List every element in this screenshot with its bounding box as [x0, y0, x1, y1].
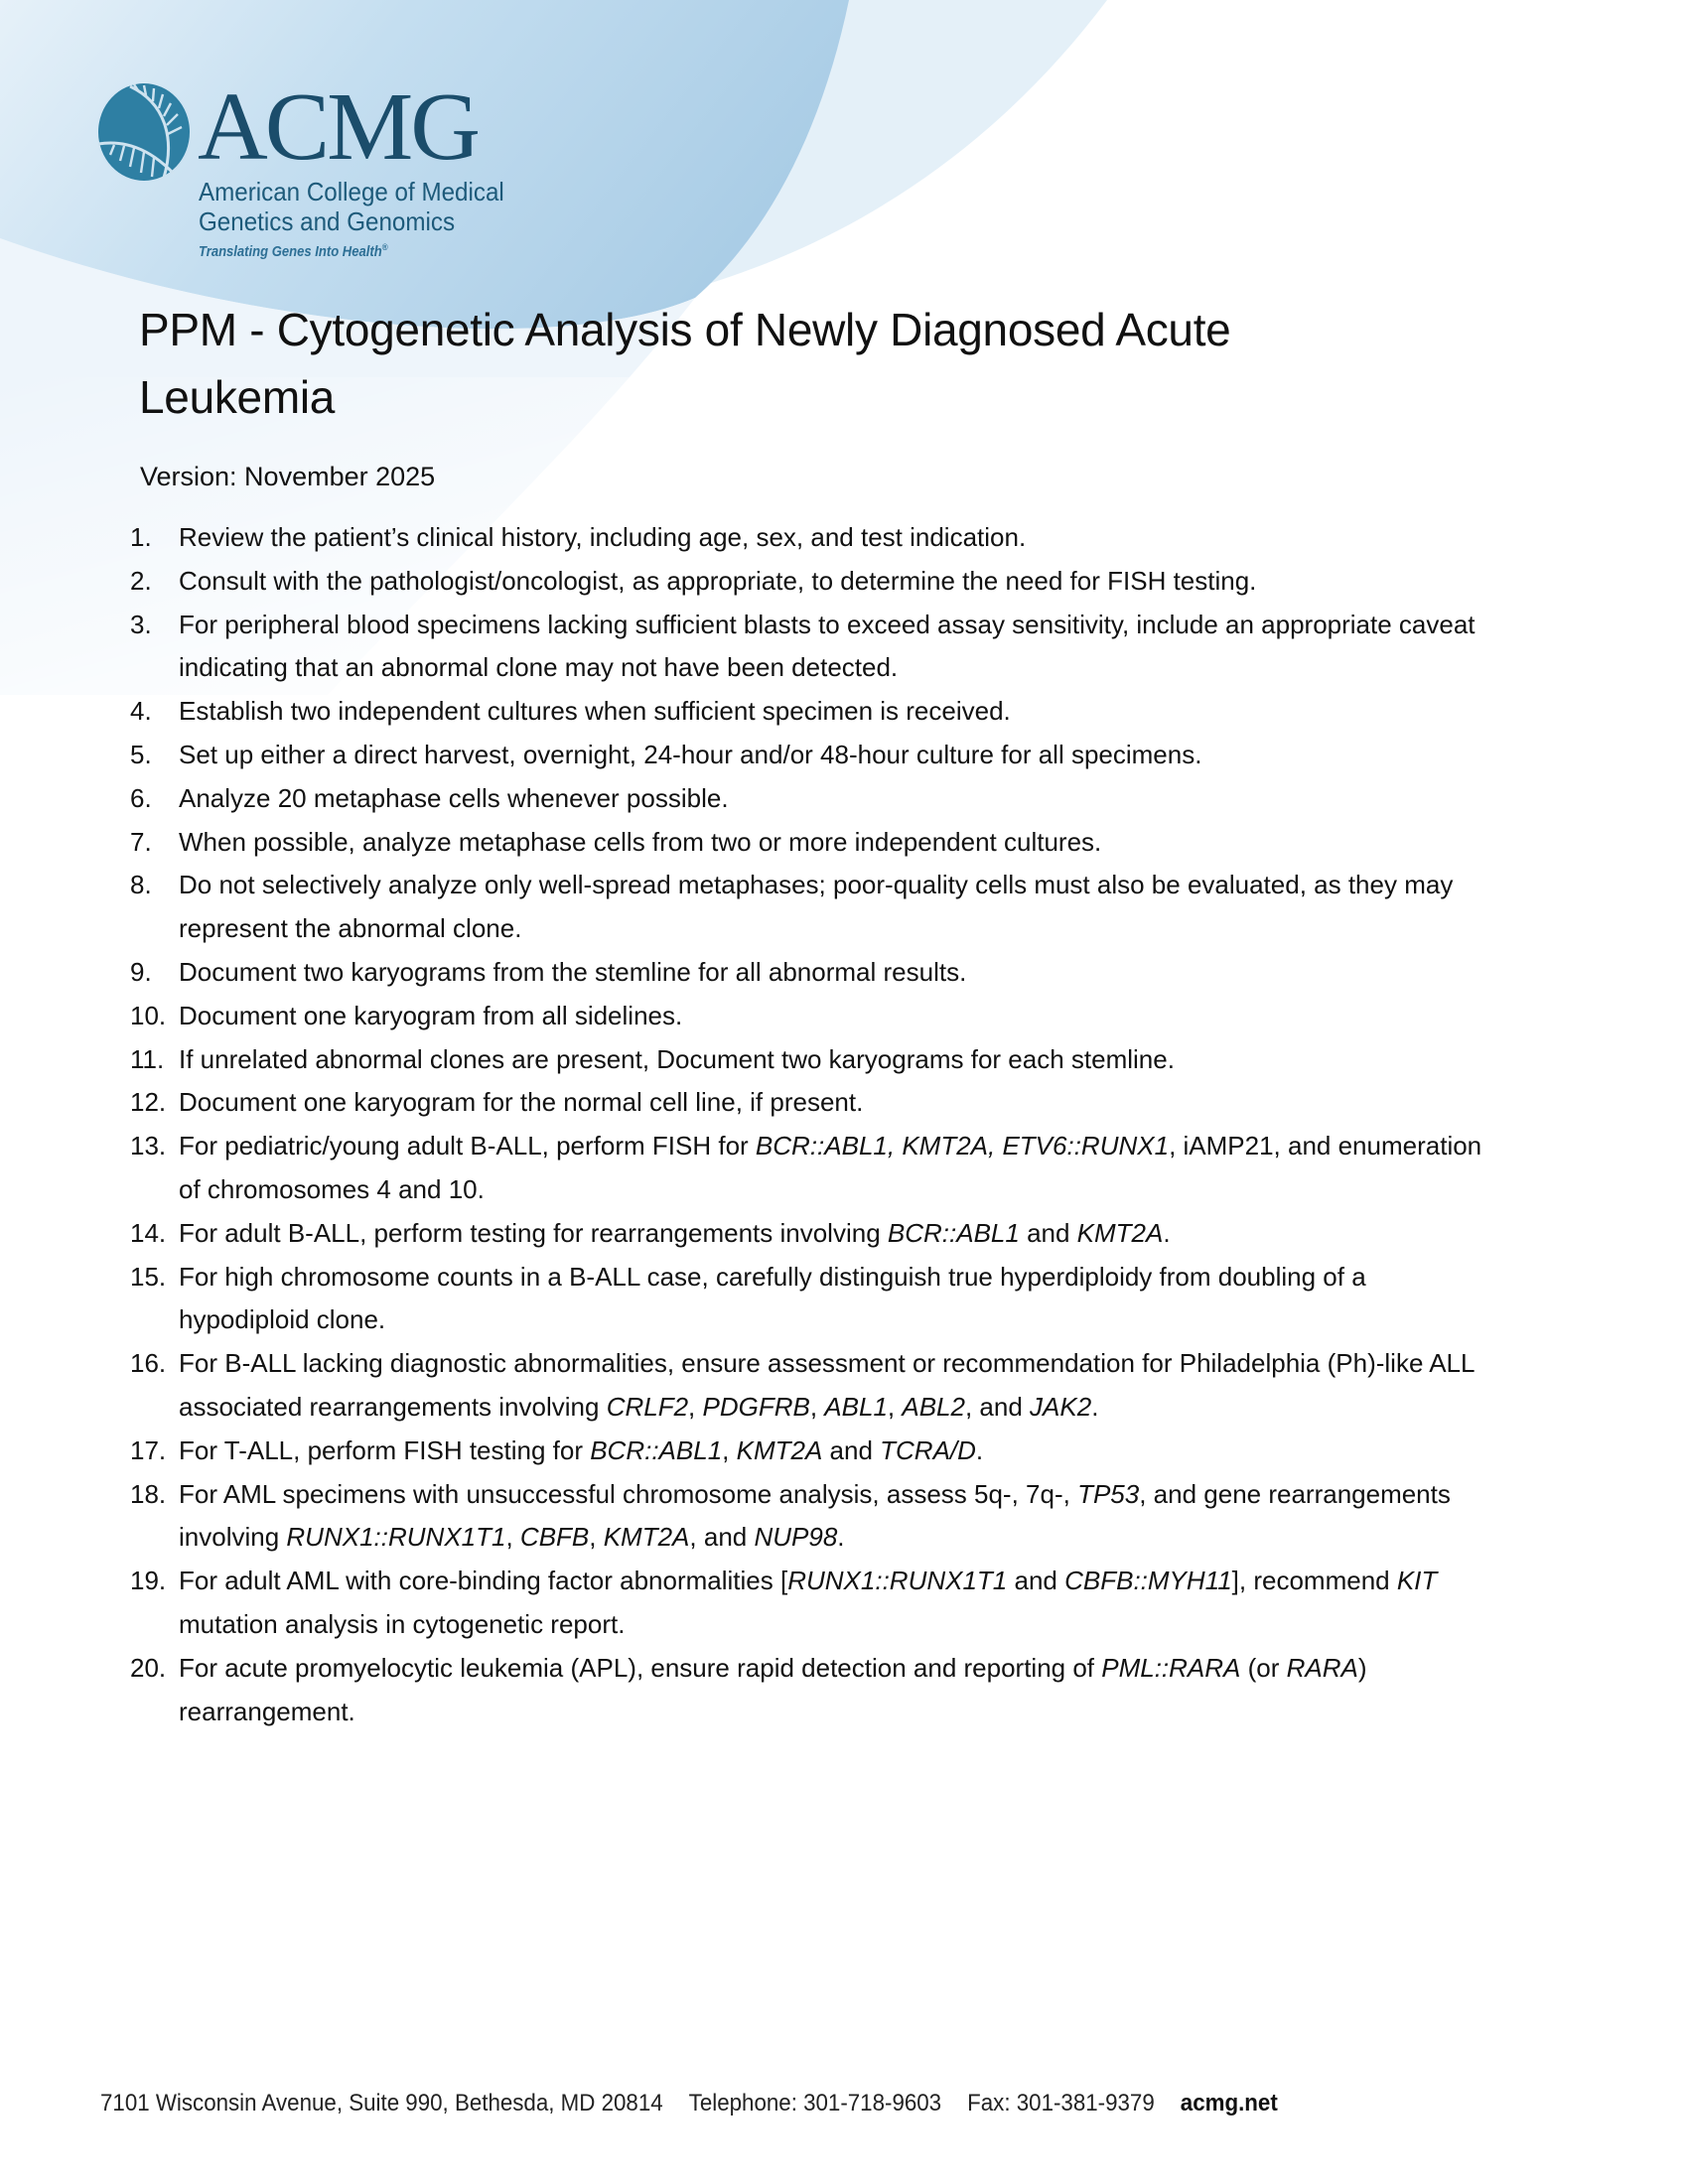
acmg-wordmark: ACMG	[198, 73, 479, 181]
list-item-number: 1.	[130, 522, 152, 552]
gene-name: BCR::ABL1	[590, 1434, 723, 1465]
list-item	[130, 604, 1500, 691]
list-item-text: .	[1163, 1217, 1171, 1248]
list-item-text: and	[1019, 1217, 1077, 1248]
list-item-text: Document two karyograms from the stemline for all abnormal results.	[179, 956, 967, 987]
organization-name-line-1: American College of Medical	[199, 177, 504, 206]
list-item	[130, 1125, 1500, 1212]
gene-name: BCR::ABL1	[887, 1217, 1020, 1248]
list-item	[130, 1473, 1500, 1561]
gene-name: KMT2A	[736, 1434, 823, 1465]
list-item-text: ,	[688, 1391, 703, 1422]
list-item	[130, 1430, 1500, 1473]
gene-name: ABL1	[824, 1391, 888, 1422]
list-item-number: 20.	[130, 1652, 167, 1683]
list-item-text: For high chromosome counts in a B-ALL case, carefully distinguish true hyperdiploidy from doubling of a hypodiploid clone.	[179, 1261, 1366, 1335]
list-item	[130, 1256, 1500, 1343]
list-item-text: Consult with the pathologist/oncologist, as appropriate, to determine the need for FISH testing.	[179, 565, 1257, 596]
gene-name: RARA	[1286, 1652, 1358, 1683]
list-item-text: For acute promyelocytic leukemia (APL), ensure rapid detection and reporting of	[179, 1652, 1102, 1683]
footer-telephone: Telephone: 301-718-9603	[688, 2090, 942, 2116]
list-item-text: , and gene rearrangements involving	[179, 1478, 1451, 1553]
list-item-text: ,	[887, 1391, 903, 1422]
list-item-text: , iAMP21, and enumeration of chromosomes 4 and 10.	[179, 1131, 1482, 1204]
list-item-number: 2.	[130, 565, 152, 596]
list-item-text: ], recommend	[1231, 1566, 1397, 1596]
list-item-text: Establish two independent cultures when sufficient specimen is received.	[179, 696, 1011, 727]
gene-name: KMT2A	[1076, 1217, 1164, 1248]
tagline-text: Translating Genes Into Health	[199, 243, 382, 260]
list-item-number: 16.	[130, 1348, 167, 1379]
list-item-text: For AML specimens with unsuccessful chromosome analysis, assess 5q-, 7q-,	[179, 1478, 1078, 1509]
document-title: PPM - Cytogenetic Analysis of Newly Diagnosed Acute Leukemia	[139, 304, 1231, 423]
list-item-text: Document one karyogram for the normal cell line, if present.	[179, 1087, 864, 1118]
gene-name: KIT	[1396, 1566, 1438, 1596]
list-item	[130, 821, 1500, 865]
registered-mark: ®	[381, 242, 388, 252]
list-item-number: 14.	[130, 1217, 167, 1248]
list-item-number: 13.	[130, 1131, 167, 1161]
list-item-text: Do not selectively analyze only well-spread metaphases; poor-quality cells must also be evaluated, as they may represent the abnormal clone.	[179, 870, 1454, 944]
list-item-text: ,	[589, 1522, 604, 1553]
list-item	[130, 1647, 1500, 1734]
gene-name: NUP98	[754, 1522, 838, 1553]
list-item-text: When possible, analyze metaphase cells from two or more independent cultures.	[179, 826, 1102, 857]
list-item	[130, 690, 1500, 734]
list-item	[130, 951, 1500, 995]
list-item-number: 4.	[130, 696, 152, 727]
gene-name: PML::RARA	[1101, 1652, 1241, 1683]
list-item-text: ,	[722, 1434, 737, 1465]
list-item-number: 19.	[130, 1566, 167, 1596]
list-item	[130, 995, 1500, 1038]
gene-name: RUNX1::RUNX1T1	[286, 1522, 506, 1553]
footer-contact	[100, 2088, 1278, 2119]
organization-name	[199, 177, 504, 236]
list-item-text: If unrelated abnormal clones are present, Document two karyograms for each stemline.	[179, 1043, 1175, 1074]
list-item	[130, 734, 1500, 777]
list-item-number: 18.	[130, 1478, 167, 1509]
list-item-number: 9.	[130, 956, 152, 987]
list-item	[130, 1212, 1500, 1256]
footer-address: 7101 Wisconsin Avenue, Suite 990, Bethesda, MD 20814	[100, 2090, 663, 2116]
list-item-text: mutation analysis in cytogenetic report.	[179, 1608, 626, 1639]
list-item-text: For B-ALL lacking diagnostic abnormalities, ensure assessment or recommendation for Philadelphia (Ph)-like ALL associated rearrangements involving	[179, 1348, 1475, 1422]
list-item-text: and	[1007, 1566, 1065, 1596]
list-item-number: 3.	[130, 609, 152, 639]
list-item	[130, 1038, 1500, 1082]
list-item-text: For T-ALL, perform FISH testing for	[179, 1434, 591, 1465]
list-item-text: ) rearrangement.	[179, 1652, 1367, 1726]
list-item-number: 11.	[130, 1043, 165, 1074]
list-item-text: Analyze 20 metaphase cells whenever possible.	[179, 782, 729, 813]
list-item-number: 8.	[130, 870, 152, 900]
list-item-text: , and	[964, 1391, 1031, 1422]
gene-name: KMT2A	[603, 1522, 690, 1553]
list-item-number: 15.	[130, 1261, 167, 1292]
gene-name: PDGFRB	[702, 1391, 810, 1422]
gene-name: TCRA/D	[880, 1434, 976, 1465]
list-item	[130, 864, 1500, 951]
list-item-number: 10.	[130, 1000, 167, 1030]
list-item-text: ,	[505, 1522, 520, 1553]
gene-name: BCR::ABL1, KMT2A, ETV6::RUNX1	[755, 1131, 1170, 1161]
list-item-number: 12.	[130, 1087, 167, 1118]
list-item-text: .	[975, 1434, 984, 1465]
footer-website-link[interactable]: acmg.net	[1180, 2090, 1278, 2116]
list-item-text: , and	[689, 1522, 755, 1553]
list-item-text: (or	[1240, 1652, 1287, 1683]
list-item	[130, 777, 1500, 821]
list-item-text: Review the patient’s clinical history, including age, sex, and test indication.	[179, 522, 1027, 552]
list-item	[130, 1081, 1500, 1125]
list-item-text: Document one karyogram from all sidelines.	[179, 1000, 683, 1030]
gene-name: CBFB	[519, 1522, 590, 1553]
gene-name: ABL2	[902, 1391, 965, 1422]
list-item-text: Set up either a direct harvest, overnight, 24-hour and/or 48-hour culture for all specimens.	[179, 739, 1202, 769]
acmg-emblem-icon	[94, 82, 194, 182]
list-item-text: For adult AML with core-binding factor abnormalities [	[179, 1566, 788, 1596]
document-version: Version: November 2025	[140, 462, 436, 491]
list-item-text: For adult B-ALL, perform testing for rearrangements involving	[179, 1217, 888, 1248]
list-item-number: 5.	[130, 739, 152, 769]
gene-name: JAK2	[1030, 1391, 1092, 1422]
list-item	[130, 516, 1500, 560]
list-item-text: For peripheral blood specimens lacking sufficient blasts to exceed assay sensitivity, include an appropriate caveat indicating that an abnormal clone may not have been detected.	[179, 609, 1476, 683]
list-item-text: ,	[809, 1391, 825, 1422]
gene-name: TP53	[1077, 1478, 1140, 1509]
list-item-text: and	[822, 1434, 881, 1465]
tagline	[199, 242, 388, 260]
list-item-text: For pediatric/young adult B-ALL, perform FISH for	[179, 1131, 756, 1161]
gene-name: CBFB::MYH11	[1064, 1566, 1232, 1596]
footer-fax: Fax: 301-381-9379	[967, 2090, 1155, 2116]
list-item-number: 17.	[130, 1434, 167, 1465]
list-item-number: 7.	[130, 826, 152, 857]
list-item	[130, 1342, 1500, 1430]
list-item-text: .	[837, 1522, 845, 1553]
list-item-number: 6.	[130, 782, 152, 813]
list-item	[130, 560, 1500, 604]
procedure-list	[130, 516, 1500, 1733]
gene-name: CRLF2	[606, 1391, 689, 1422]
gene-name: RUNX1::RUNX1T1	[787, 1566, 1008, 1596]
list-item	[130, 1560, 1500, 1647]
organization-name-line-2: Genetics and Genomics	[199, 206, 456, 236]
list-item-text: .	[1091, 1391, 1099, 1422]
